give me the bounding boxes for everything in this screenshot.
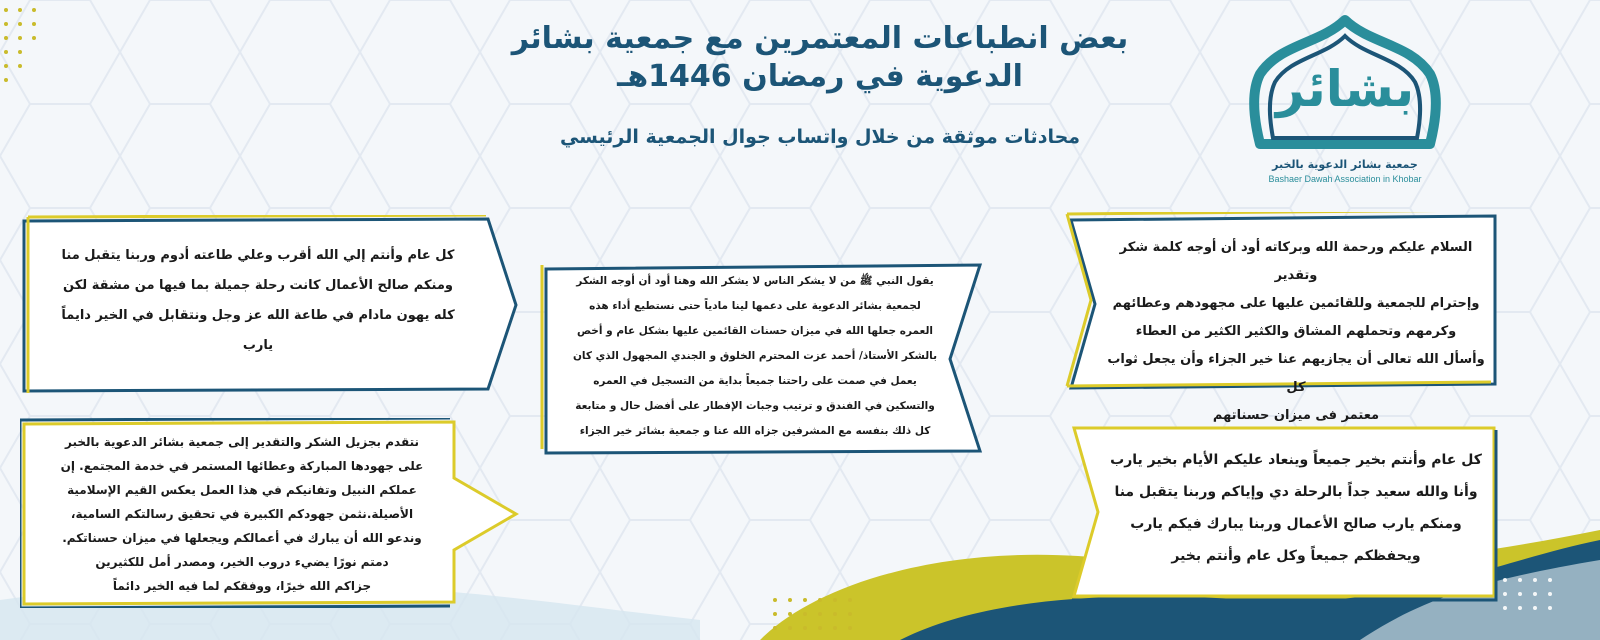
card-line: جزاكم الله خيرًا، ووفقكم لما فيه الخير دائماً bbox=[112, 579, 372, 593]
testimonial-card-top-left bbox=[20, 215, 520, 395]
card-line: عملكم النبيل وتفانيكم في هذا العمل يعكس القيم الإسلامية bbox=[67, 483, 417, 497]
testimonial-card-bottom-left bbox=[20, 418, 520, 608]
card-line: الأصيلة.نثمن جهودكم الكبيرة في تحقيق رسالتكم السامية، bbox=[70, 507, 414, 521]
logo-name-english: Bashaer Dawah Association in Khobar bbox=[1268, 174, 1422, 184]
card-line: دمتم نورًا يضيء دروب الخير، ومصدر أمل للكثيرين bbox=[95, 555, 389, 569]
card-line: وكرمهم وتحملهم المشاق والكثير الكثير من العطاء bbox=[1135, 324, 1457, 339]
card-line: وأنا والله سعيد جداً بالرحلة دي وإياكم وربنا يتقبل منا bbox=[1114, 484, 1478, 500]
card-line: لجمعية بشائر الدعوية على دعمها لينا مادياً حتى نستطيع أداء هذه bbox=[589, 300, 921, 312]
card-line: وندعو الله أن يبارك في أعمالكم ويجعلها في ميزان حسناتكم. bbox=[62, 531, 422, 545]
card-line: ومنكم صالح الأعمال كانت رحلة جميلة بما فيها من مشقة لكن bbox=[63, 278, 453, 293]
testimonial-card-center bbox=[540, 263, 1000, 458]
card-line: العمره جعلها الله في ميزان حسنات القائمين عليها بشكل عام و أخص bbox=[576, 325, 934, 337]
association-logo bbox=[1235, 14, 1455, 189]
card-line: السلام عليكم ورحمة الله وبركاته أود أن أوجه كلمة شكر وتقدير bbox=[1119, 240, 1473, 283]
card-line: كل ذلك بنفسه مع المشرفين جزاه الله عنا و جمعية بشائر خير الجزاء bbox=[579, 425, 931, 437]
card-line: والتسكين في الفندق و ترتيب وجبات الإفطار على أفضل حال و متابعة bbox=[575, 400, 935, 412]
card-line: ويحفظكم جميعاً وكل عام وأنتم بخير bbox=[1171, 548, 1421, 564]
logo-name-arabic: جمعية بشائر الدعوية بالخبر bbox=[1272, 158, 1418, 171]
page-title-line1: بعض انطباعات المعتمرين مع جمعية بشائر bbox=[511, 21, 1129, 56]
card-line: وإحترام للجمعية وللقائمين عليها على مجهودهم وعطائهم bbox=[1112, 296, 1480, 311]
card-line: كل عام وأنتم بخير جميعاً وينعاد عليكم الأيام بخير يارب bbox=[1110, 452, 1482, 468]
header bbox=[440, 20, 1200, 148]
testimonial-card-top-right bbox=[1065, 212, 1500, 423]
card-line: نتقدم بجزيل الشكر والتقدير إلى جمعية بشائر الدعوية بالخبر bbox=[65, 435, 419, 449]
page-title-line2: الدعوية في رمضان 1446هـ bbox=[617, 59, 1023, 94]
card-line: بالشكر الأستاذ/ أحمد عزت المحترم الخلوق و الجندي المجهول الذي كان bbox=[572, 350, 938, 362]
page-subtitle: محادثات موثقة من خلال واتساب جوال الجمعية الرئيسي bbox=[559, 126, 1081, 148]
card-line: معتمر فى ميزان حسناتهم bbox=[1212, 408, 1380, 423]
card-line: يقول النبي ﷺ من لا يشكر الناس لا يشكر الله وهنا أود أن أوجه الشكر bbox=[576, 275, 934, 287]
card-line: يعمل في صمت على راحتنا جميعاً بداية من التسجيل في العمره bbox=[593, 375, 917, 387]
card-line: على جهودها المباركة وعطائها المستمر في خدمة المجتمع. إن bbox=[60, 459, 424, 473]
card-line: كل عام وأنتم إلي الله أقرب وعلي طاعته أدوم وربنا يتقبل منا bbox=[61, 248, 455, 263]
card-line: ومنكم يارب صالح الأعمال وربنا يبارك فيكم يارب bbox=[1130, 516, 1462, 532]
logo-wordmark: بشائر bbox=[1275, 60, 1415, 118]
testimonial-card-bottom-right bbox=[1068, 422, 1500, 602]
card-line: وأسأل الله تعالى أن يجازيهم عنا خير الجزاء وأن يجعل ثواب كل bbox=[1107, 352, 1485, 395]
card-line: يارب bbox=[242, 338, 274, 353]
card-line: كله يهون مادام في طاعة الله عز وجل ونتقابل في الخير دايماً bbox=[61, 308, 455, 323]
